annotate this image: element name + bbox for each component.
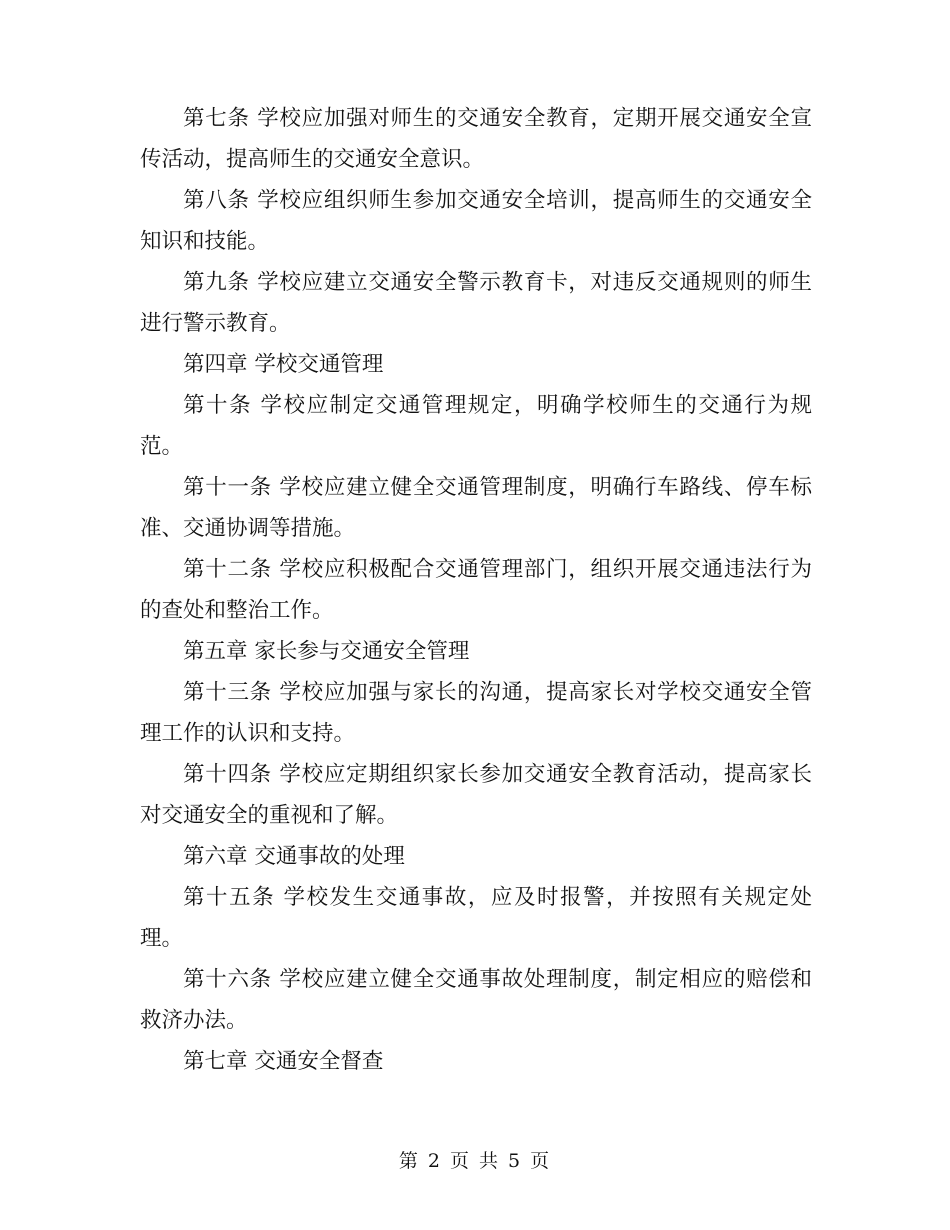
article-7: 第七条 学校应加强对师生的交通安全教育，定期开展交通安全宣传活动，提高师生的交通安全意识。 [140,106,812,172]
chapter-4-heading: 第四章 学校交通管理 [183,352,384,377]
article-11: 第十一条 学校应建立健全交通管理制度，明确行车路线、停车标准、交通协调等措施。 [140,475,812,541]
article-9: 第九条 学校应建立交通安全警示教育卡，对违反交通规则的师生进行警示教育。 [140,270,812,336]
article-15: 第十五条 学校发生交通事故，应及时报警，并按照有关规定处理。 [140,885,812,951]
article-16: 第十六条 学校应建立健全交通事故处理制度，制定相应的赔偿和救济办法。 [140,967,812,1033]
article-12: 第十二条 学校应积极配合交通管理部门，组织开展交通违法行为的查处和整治工作。 [140,557,812,623]
article-8: 第八条 学校应组织师生参加交通安全培训，提高师生的交通安全知识和技能。 [140,188,812,254]
article-14: 第十四条 学校应定期组织家长参加交通安全教育活动，提高家长对交通安全的重视和了解。 [140,762,812,828]
chapter-7-heading: 第七章 交通安全督查 [183,1049,384,1074]
document-body [140,98,812,1082]
page-number-footer: 第 2 页 共 5 页 [398,1150,552,1172]
chapter-6-heading: 第六章 交通事故的处理 [183,844,405,869]
article-10: 第十条 学校应制定交通管理规定，明确学校师生的交通行为规范。 [140,393,812,459]
article-13: 第十三条 学校应加强与家长的沟通，提高家长对学校交通安全管理工作的认识和支持。 [140,680,812,746]
chapter-5-heading: 第五章 家长参与交通安全管理 [183,639,470,664]
